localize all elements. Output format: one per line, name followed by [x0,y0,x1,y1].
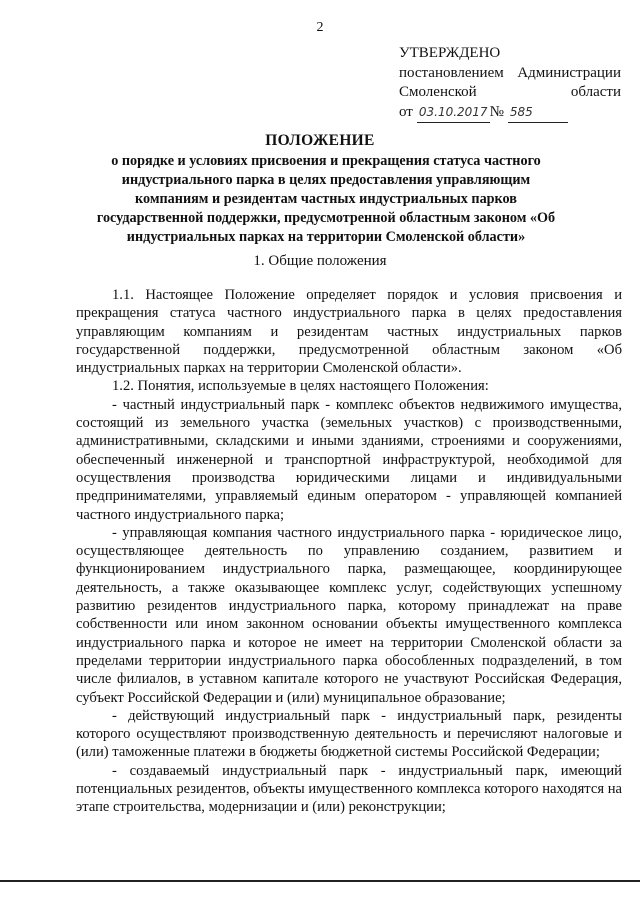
paragraph: - частный индустриальный парк - комплекс объектов недвижимого имущества, состоящий из земельного участка (земельных участков) с производственными, административными, складскими и иными зданиями, строениями и сооружениями, обеспеченный инженерной и транспортной инфраструктурой, необходимой для осуществления производства юридическими лицами и индивидуальными предпринимателями, управляемый единым оператором - управляющей компанией частного индустриального парка; [76,396,622,523]
paragraph: - действующий индустриальный парк - индустриальный парк, резиденты которого осуществляют производственную деятельность и перечисляют налоговые и (или) таможенные платежи в бюджеты бюджетной системы Российской Федерации; [76,707,622,761]
approval-heading: УТВЕРЖДЕНО [399,45,501,61]
paragraph: 1.2. Понятия, используемые в целях настоящего Положения: [112,378,489,395]
section-heading: 1. Общие положения [253,253,387,269]
paragraph: - создаваемый индустриальный парк - индустриальный парк, имеющий потенциальных резидентов, объекты имущественного комплекса которого находятся на этапе строительства, модернизации и (или) реконструкции; [76,762,622,816]
page-number: 2 [316,20,324,35]
approval-region-line: Смоленской области [399,84,621,100]
approval-authority-line: постановлением Администрации [399,64,621,81]
page-bottom-rule [0,880,640,882]
document-subtitle: о порядке и условиях присвоения и прекращения статуса частного индустриального парка в целях предоставления управляющим компаниям и резидентам частных индустриальных парков государственной поддержки, предусмотренной областным законом «Об индустриальных парках на территории Смоленской области» [96,153,556,245]
paragraph: 1.1. Настоящее Положение определяет порядок и условия присвоения и прекращения статуса частного индустриального парка в целях предоставления управляющим компаниям и резидентам частных индустриальных парков государственной поддержки, предусмотренной областным законом «Об индустриальных парках на территории Смоленской области». [76,287,622,377]
approval-date-line: от 03.10.2017 № 585 [399,103,621,124]
paragraph: - управляющая компания частного индустриального парка - юридическое лицо, осуществляющее деятельность по управлению созданием, развитием и функционированием индустриального парка, размещающее, координирующее деятельность, а также оказывающее комплекс услуг, содействующих успешному развитию резидентов индустриального парка, которому принадлежат на праве собственности или ином законном основании объекты имущественного комплекса индустриального парка и которое не имеет на территории Смоленской области за пределами территории индустриального парка обособленных подразделений, в том числе филиалов, в уставном капитале которого не участвуют Российская Федерация, субъект Российской Федерации и (или) муниципальное образование; [76,524,622,706]
document-title: ПОЛОЖЕНИЕ [265,132,375,149]
approval-block [399,44,621,123]
document-body [76,286,622,817]
handwritten-date: 03.10.2017 [418,104,488,119]
handwritten-number: 585 [509,104,533,119]
